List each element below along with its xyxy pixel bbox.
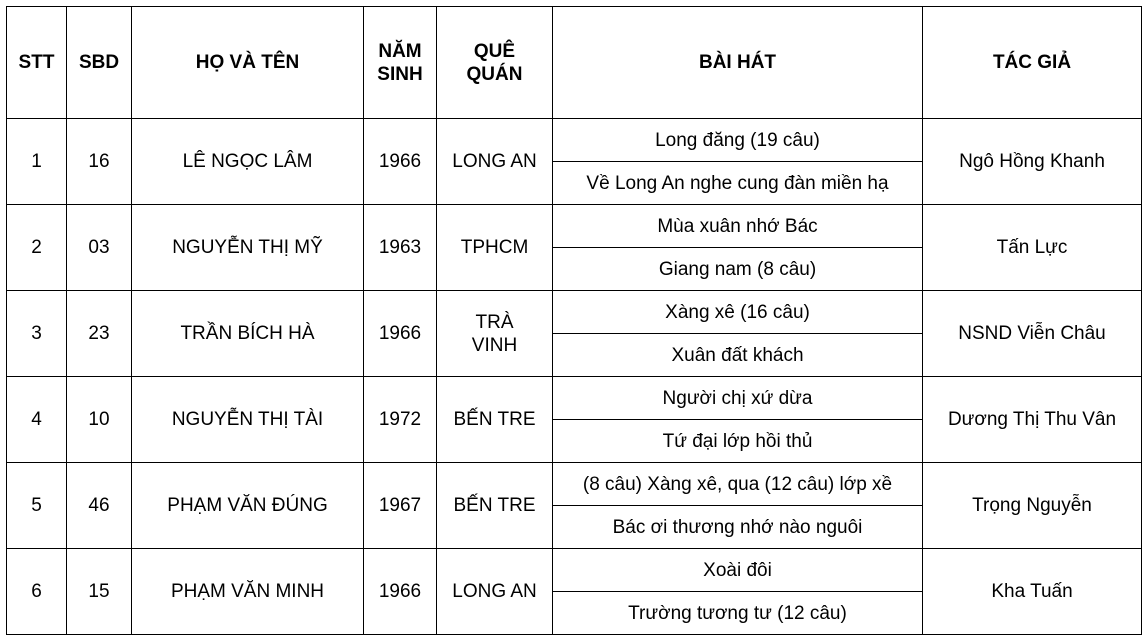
cell-song: Người chị xứ dừa [553, 377, 923, 420]
cell-song: Xuân đất khách [553, 334, 923, 377]
cell-sbd: 23 [67, 291, 132, 377]
cell-stt: 3 [7, 291, 67, 377]
cell-song: Tứ đại lớp hồi thủ [553, 420, 923, 463]
cell-hometown: TPHCM [437, 205, 553, 291]
cell-song: Mùa xuân nhớ Bác [553, 205, 923, 248]
header-row [7, 7, 1142, 119]
header-sbd: SBD [67, 7, 132, 119]
cell-song: (8 câu) Xàng xê, qua (12 câu) lớp xề [553, 463, 923, 506]
cell-birth-year: 1966 [364, 291, 437, 377]
cell-hometown: TRÀ VINH [437, 291, 553, 377]
cell-stt: 5 [7, 463, 67, 549]
cell-song: Trường tương tư (12 câu) [553, 592, 923, 635]
table-row [7, 291, 1142, 334]
cell-name: PHẠM VĂN ĐÚNG [132, 463, 364, 549]
table-row [7, 549, 1142, 592]
header-name: HỌ VÀ TÊN [132, 7, 364, 119]
cell-song: Bác ơi thương nhớ nào nguôi [553, 506, 923, 549]
cell-song: Xoài đôi [553, 549, 923, 592]
header-hometown [437, 7, 553, 119]
cell-name: NGUYỄN THỊ TÀI [132, 377, 364, 463]
header-birth-line1: NĂM [378, 40, 422, 62]
cell-author: Tấn Lực [923, 205, 1142, 291]
table-body [7, 119, 1142, 635]
header-author: TÁC GIẢ [923, 7, 1142, 119]
cell-hometown: BẾN TRE [437, 377, 553, 463]
cell-author: NSND Viễn Châu [923, 291, 1142, 377]
header-song: BÀI HÁT [553, 7, 923, 119]
cell-sbd: 03 [67, 205, 132, 291]
cell-song: Xàng xê (16 câu) [553, 291, 923, 334]
header-birth-year [364, 7, 437, 119]
cell-hometown: LONG AN [437, 549, 553, 635]
cell-song: Long đăng (19 câu) [553, 119, 923, 162]
cell-author: Kha Tuấn [923, 549, 1142, 635]
cell-birth-year: 1966 [364, 549, 437, 635]
table-row [7, 205, 1142, 248]
table-row [7, 119, 1142, 162]
cell-stt: 1 [7, 119, 67, 205]
cell-hometown: LONG AN [437, 119, 553, 205]
cell-birth-year: 1963 [364, 205, 437, 291]
cell-stt: 2 [7, 205, 67, 291]
table-row [7, 463, 1142, 506]
cell-sbd: 16 [67, 119, 132, 205]
cell-name: NGUYỄN THỊ MỸ [132, 205, 364, 291]
cell-hometown: BẾN TRE [437, 463, 553, 549]
cell-birth-year: 1967 [364, 463, 437, 549]
cell-sbd: 10 [67, 377, 132, 463]
cell-sbd: 15 [67, 549, 132, 635]
cell-birth-year: 1972 [364, 377, 437, 463]
cell-author: Ngô Hồng Khanh [923, 119, 1142, 205]
cell-name: PHẠM VĂN MINH [132, 549, 364, 635]
header-stt: STT [7, 7, 67, 119]
cell-birth-year: 1966 [364, 119, 437, 205]
contestant-table [6, 6, 1142, 635]
header-home-line2: QUÁN [466, 63, 523, 85]
cell-author: Dương Thị Thu Vân [923, 377, 1142, 463]
cell-sbd: 46 [67, 463, 132, 549]
cell-name: LÊ NGỌC LÂM [132, 119, 364, 205]
cell-stt: 4 [7, 377, 67, 463]
cell-name: TRẦN BÍCH HÀ [132, 291, 364, 377]
cell-song: Về Long An nghe cung đàn miền hạ [553, 162, 923, 205]
cell-author: Trọng Nguyễn [923, 463, 1142, 549]
cell-song: Giang nam (8 câu) [553, 248, 923, 291]
cell-stt: 6 [7, 549, 67, 635]
header-home-line1: QUÊ [473, 40, 516, 62]
header-birth-line2: SINH [377, 63, 423, 85]
table-row [7, 377, 1142, 420]
